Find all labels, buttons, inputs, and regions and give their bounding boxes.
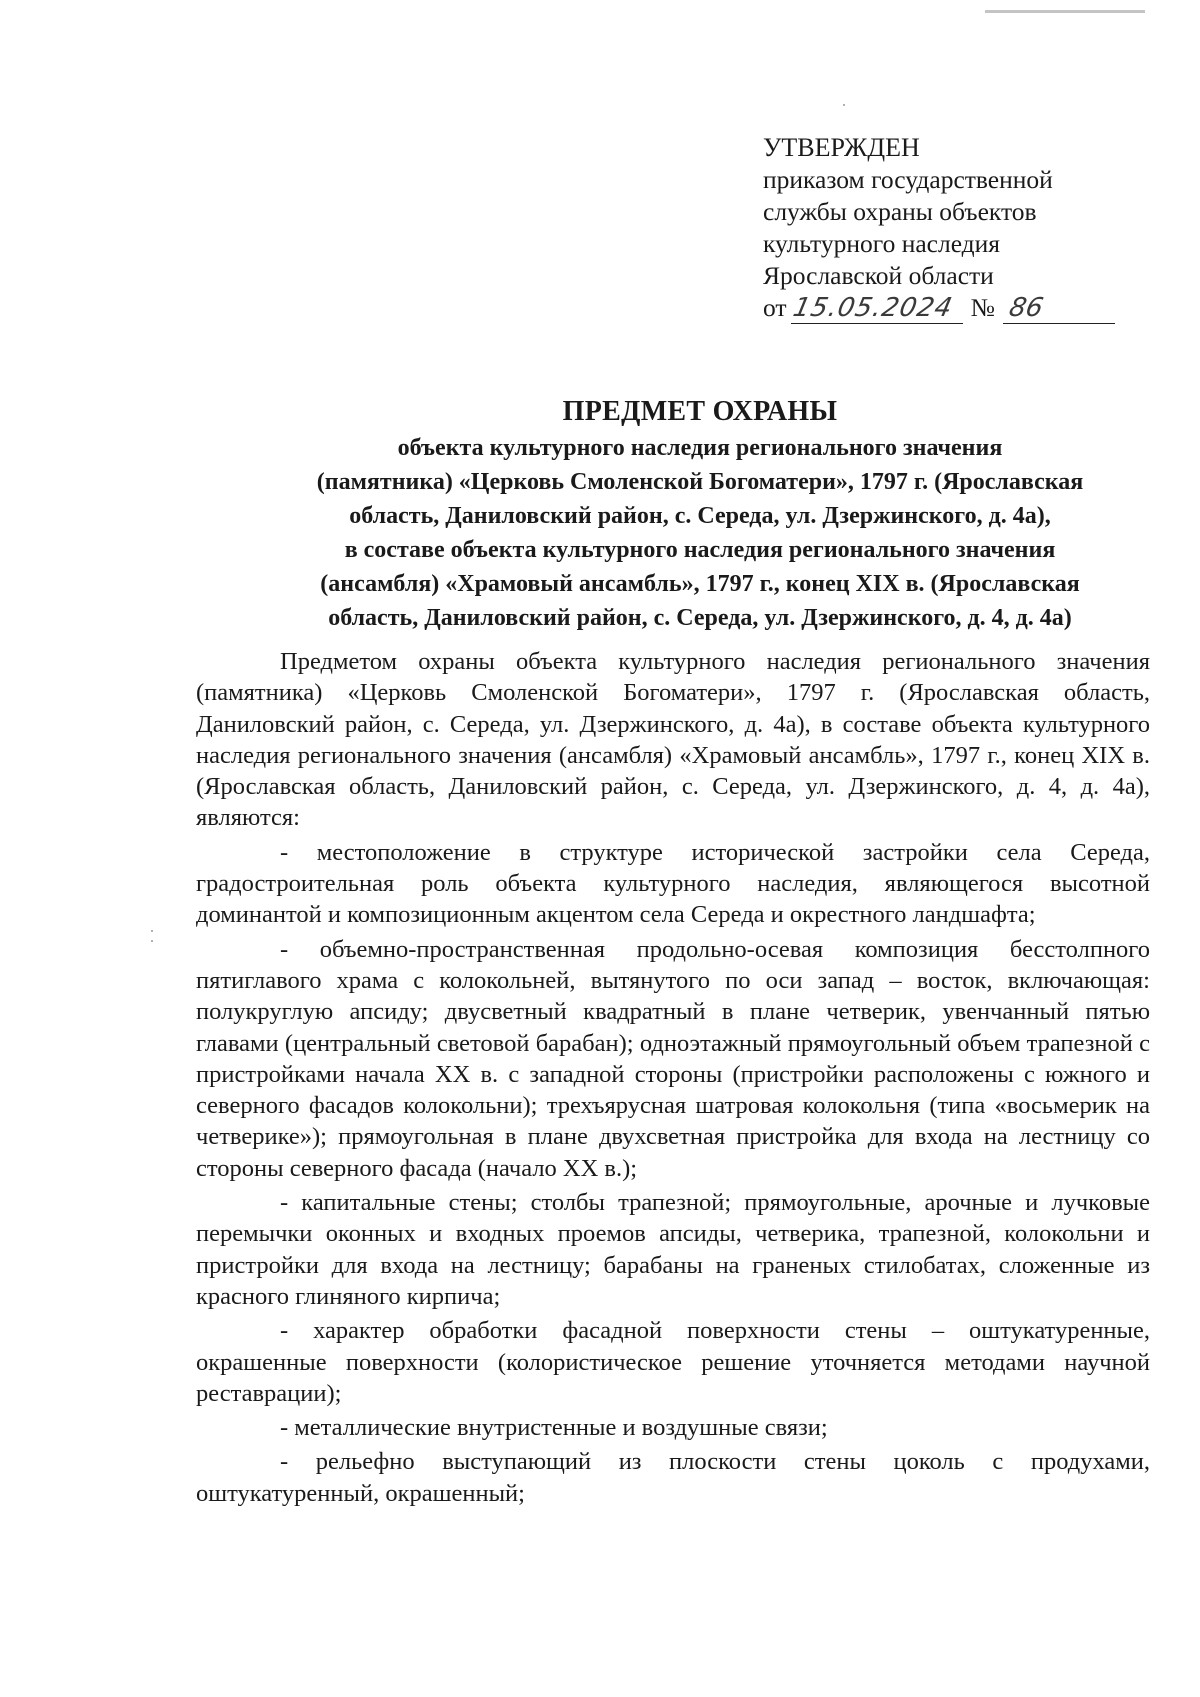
document-heading [150,393,1200,635]
body-list-item: - характер обработки фасадной поверхности стены – оштукатуренные, окрашенные поверхности (колористическое решение уточняется методами научной реставрации); [196,1317,1150,1407]
body-list-item: - рельефно выступающий из плоскости стены цоколь с продухами, оштукатуренный, окрашенный; [196,1448,1150,1507]
approval-line: культурного наследия [763,229,1001,258]
body-list-item: - местоположение в структуре исторической застройки села Середа, градостроительная роль объекта культурного наследия, являющегося высотной доминантой и композиционным акцентом села Середа и окрестного ландшафта; [196,838,1150,929]
body-paragraph: Предметом охраны объекта культурного наследия регионального значения (памятника) «Церковь Смоленской Богоматери», 1797 г. (Ярославская область, Даниловский район, с. Середа, ул. Дзержинского, д. 4а), в составе объекта культурного наследия регионального значения (ансамбля) «Храмовый ансамбль», 1797 г., конец XIX в. (Ярославская область, Даниловский район, с. Середа, ул. Дзержинского, д. 4, д. 4а), являются: [196,648,1150,832]
approval-date-line [763,292,1143,324]
handwritten-number-text: 86 [1006,293,1046,323]
approval-line: приказом государственной [763,165,1053,194]
approval-title: УТВЕРЖДЕН [763,133,920,162]
scan-dust [151,930,153,932]
body-list-item: - металлические внутристенные и воздушные связи; [280,1414,828,1442]
body-list-item: - объемно-пространственная продольно-осевая композиция бесстолпного пятиглавого храма с колокольней, вытянутого по оси запад – восток, включающая: полукруглую апсиду; двусветный квадратный в плане четверик, увенчанный пятью главами (центральный световой барабан); одноэтажный прямоугольный объем трапезной с пристройками начала XX в. с западной стороны (пристройки расположены с южного и северного фасадов колокольни); трехъярусная шатровая колокольня (типа «восьмерик на четверике»); прямоугольная в плане двухсветная пристройка для входа на лестницу со стороны северного фасада (начало XX в.); [196,935,1150,1182]
scan-dust [151,940,153,942]
handwritten-date [791,293,963,324]
heading-subtitle-line: (памятника) «Церковь Смоленской Богоматери», 1797 г. (Ярославская [316,469,1084,495]
scan-dust [843,104,845,106]
approval-line: службы охраны объектов [763,197,1037,226]
page-title: ПРЕДМЕТ ОХРАНЫ [562,396,838,427]
heading-subtitle-line: область, Даниловский район, с. Середа, ул. Дзержинского, д. 4, д. 4а) [328,605,1072,631]
heading-subtitle-line: область, Даниловский район, с. Середа, ул. Дзержинского, д. 4а), [349,503,1051,529]
number-label: № [970,293,995,322]
body-list-item: - капитальные стены; столбы трапезной; прямоугольные, арочные и лучковые перемычки оконных и входных проемов апсиды, четверика, трапезной, колокольни и пристройки для входа на лестницу; барабаны на граненых стилобатах, сложенные из красного глиняного кирпича; [196,1189,1150,1310]
document-body [196,646,1150,1512]
approval-line: Ярославской области [763,261,994,290]
date-prefix: от [763,293,787,322]
heading-subtitle-line: в составе объекта культурного наследия регионального значения [344,537,1056,563]
handwritten-date-text: 15.05.2024 [789,293,956,323]
heading-subtitle-line: объекта культурного наследия регионального значения [397,435,1003,461]
handwritten-number [1003,293,1115,324]
scan-artifact-line [985,10,1145,13]
heading-subtitle-line: (ансамбля) «Храмовый ансамбль», 1797 г., конец XIX в. (Ярославская [320,571,1080,597]
approval-block [763,132,1143,324]
